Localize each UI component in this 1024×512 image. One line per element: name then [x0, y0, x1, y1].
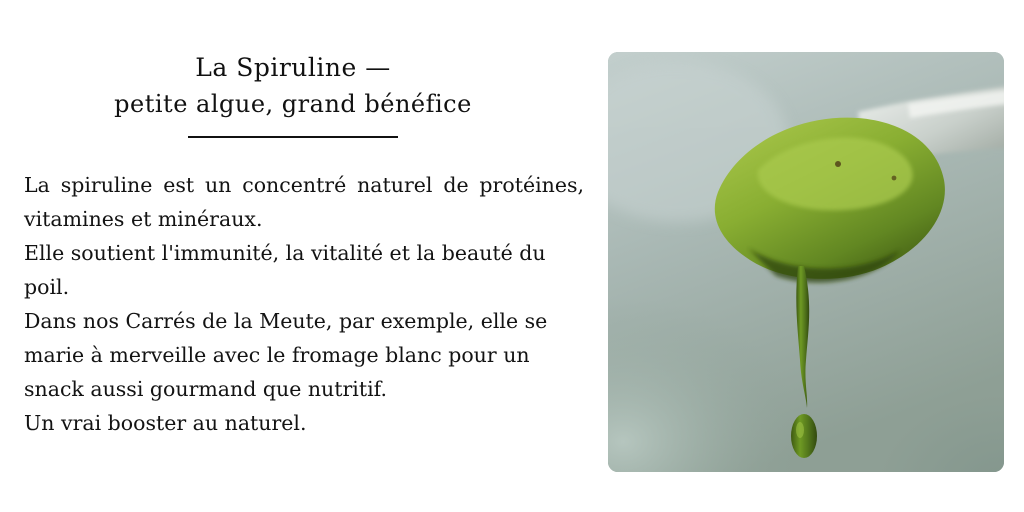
paragraph-4: Un vrai booster au naturel. [24, 411, 307, 435]
page-title-line-1: La Spiruline — [195, 53, 391, 82]
falling-droplet [791, 414, 817, 458]
photo-illustration [608, 52, 1004, 472]
paragraph-2: Elle soutient l'immunité, la vitalité et la beauté du poil. [24, 241, 546, 299]
paragraph-3: Dans nos Carrés de la Meute, par exemple, elle se marie à merveille avec le fromage blanc pour un snack aussi gourmand que nutritif. [24, 309, 548, 401]
page-title-line-2: petite algue, grand bénéfice [114, 90, 472, 118]
title-block [24, 50, 562, 138]
title-divider [188, 136, 398, 138]
image-column [590, 0, 1024, 512]
paragraph-1: La spiruline est un concentré naturel de protéines, vitamines et minéraux. [24, 173, 584, 231]
body-text-block [24, 168, 584, 440]
spoon-of-green-spirulina-powder-photo [608, 52, 1004, 472]
